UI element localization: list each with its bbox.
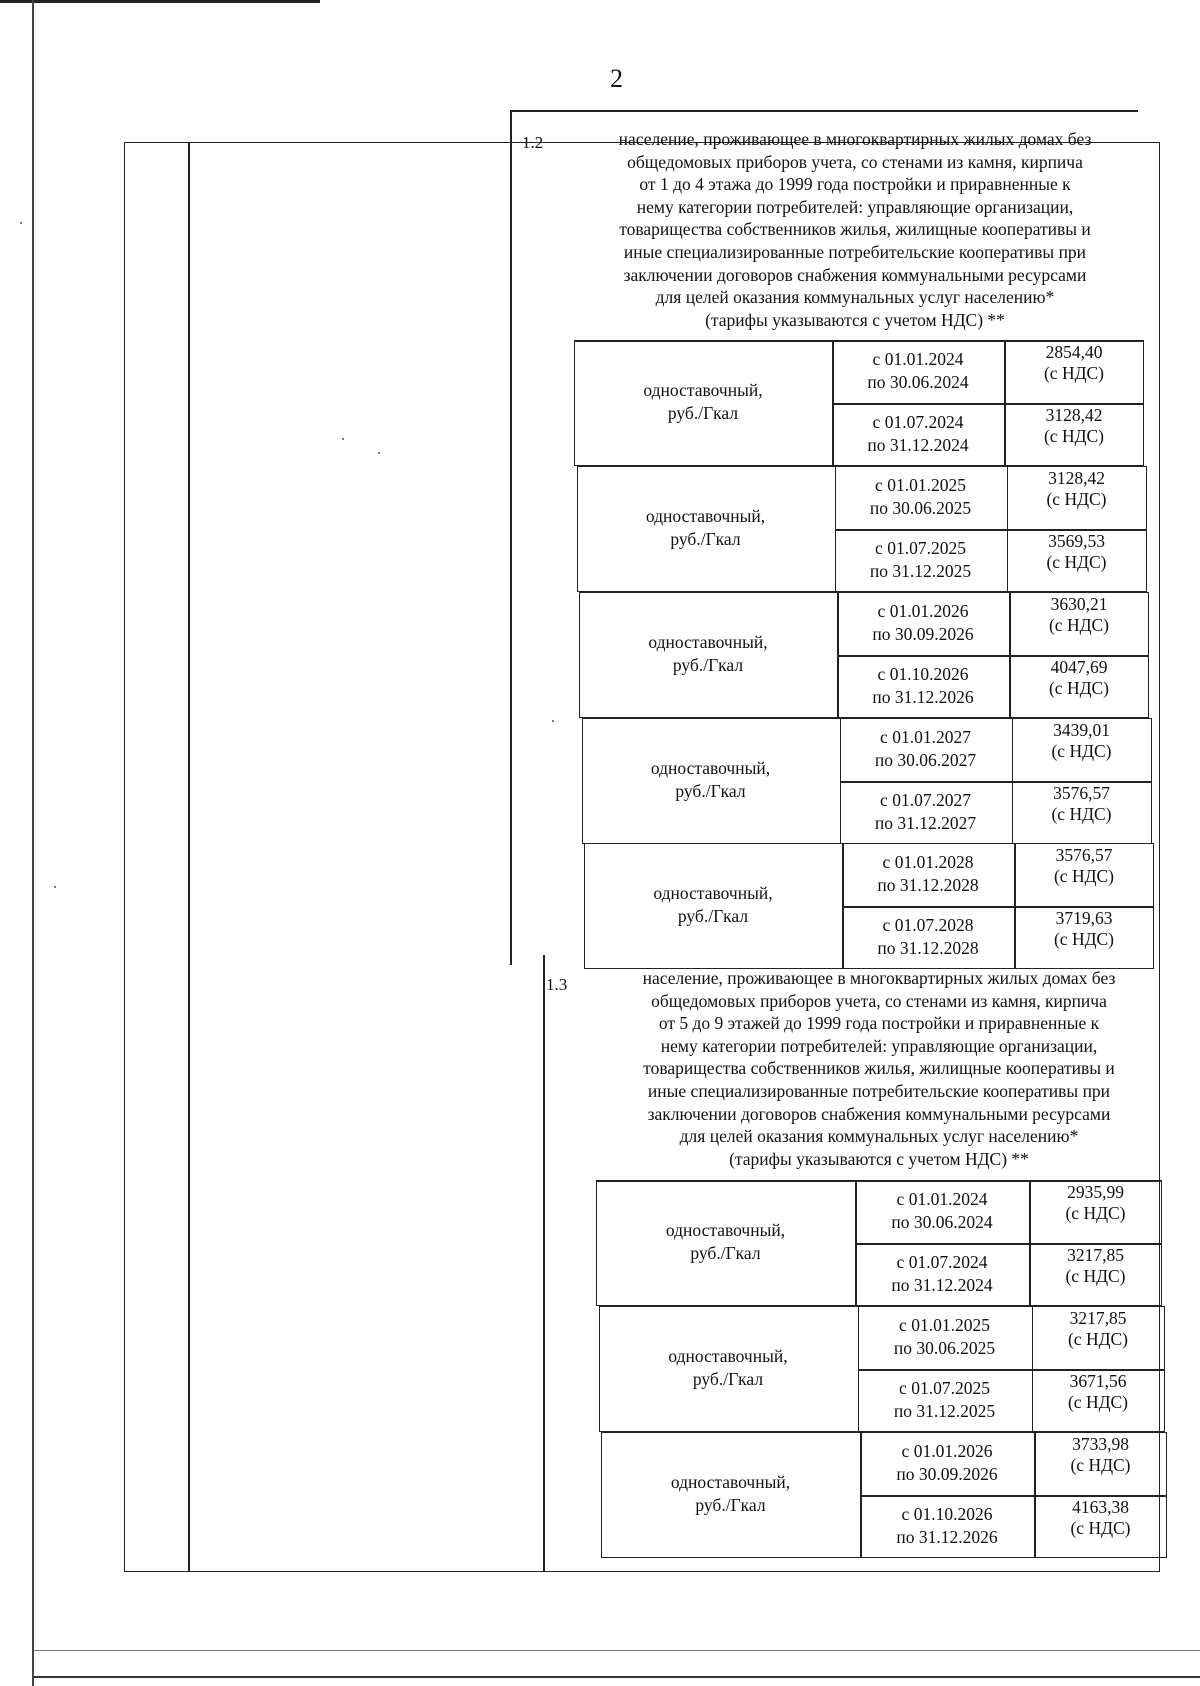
period-cell xyxy=(837,600,1009,646)
period-cell xyxy=(842,914,1014,960)
period-from: с 01.01.2026 xyxy=(877,601,969,621)
tariff-unit-label: руб./Гкал xyxy=(692,1369,764,1389)
scan-speck xyxy=(20,222,22,224)
tariff-type-label: одноставочный, xyxy=(653,883,773,903)
period-to: по 31.12.2026 xyxy=(896,1527,998,1547)
period-cell xyxy=(832,411,1004,457)
vat-note: (с НДС) xyxy=(1070,1518,1131,1538)
tariff-value-cell xyxy=(1029,1182,1162,1224)
tariff-value: 3671,56 xyxy=(1069,1371,1127,1391)
tariff-unit-label: руб./Гкал xyxy=(670,529,741,549)
vat-note: (с НДС) xyxy=(1067,1329,1129,1349)
tariff-value: 4047,69 xyxy=(1050,657,1108,677)
tariff-value: 2854,40 xyxy=(1045,342,1103,362)
tariff-value-cell xyxy=(1029,1245,1162,1287)
tariff-value-cell xyxy=(1007,468,1147,510)
description-line: население, проживающее в многоквартирных жилых домах без xyxy=(618,129,1092,149)
period-from: с 01.07.2025 xyxy=(875,538,966,558)
vat-note: (с НДС) xyxy=(1051,741,1112,761)
tariff-type-label: одноставочный, xyxy=(670,1472,791,1492)
description-line: нему категории потребителей: управляющие организации, xyxy=(636,196,1074,217)
section-number: 1.3 xyxy=(546,975,568,994)
description-line: (тарифы указываются с учетом НДС) ** xyxy=(729,1148,1029,1169)
tariff-value: 3733,98 xyxy=(1072,1434,1129,1454)
vat-note: (с НДС) xyxy=(1046,489,1107,509)
vat-note: (с НДС) xyxy=(1051,804,1112,824)
tariff-value: 3569,53 xyxy=(1048,531,1105,551)
tariff-value-cell xyxy=(1007,531,1147,573)
period-cell xyxy=(840,726,1012,772)
period-cell xyxy=(832,348,1004,394)
tariff-value-cell xyxy=(1034,1497,1167,1539)
tariff-value-cell xyxy=(1032,1371,1165,1413)
description-line: от 1 до 4 этажа до 1999 года постройки и приравненные к xyxy=(639,174,1071,195)
period-from: с 01.01.2028 xyxy=(882,852,974,872)
period-from: с 01.10.2026 xyxy=(901,1504,993,1524)
section-description xyxy=(596,967,1162,1170)
tariff-value: 3576,57 xyxy=(1053,783,1110,803)
vat-note: (с НДС) xyxy=(1053,929,1115,949)
vat-note: (с НДС) xyxy=(1065,1266,1126,1286)
period-from: с 01.01.2024 xyxy=(872,349,964,369)
tariff-unit-label: руб./Гкал xyxy=(672,655,744,675)
tariff-unit-label: руб./Гкал xyxy=(677,906,749,926)
period-to: по 30.06.2024 xyxy=(891,1212,993,1232)
period-from: с 01.07.2028 xyxy=(882,915,974,935)
vat-note: (с НДС) xyxy=(1067,1392,1129,1412)
description-line: для целей оказания коммунальных услуг населению* xyxy=(655,287,1055,308)
period-to: по 30.06.2027 xyxy=(874,750,977,770)
period-from: с 01.01.2026 xyxy=(901,1441,993,1461)
tariff-value-cell xyxy=(1014,908,1154,950)
period-to: по 31.12.2028 xyxy=(877,938,979,958)
section-top-rule xyxy=(510,110,1138,112)
period-cell xyxy=(858,1377,1032,1423)
period-cell xyxy=(842,851,1014,897)
tariff-type-cell xyxy=(577,505,835,551)
vat-note: (с НДС) xyxy=(1048,678,1110,698)
tariff-type-label: одноставочный, xyxy=(668,1346,788,1366)
scan-edge-left xyxy=(32,0,34,1686)
tariff-value: 3128,42 xyxy=(1048,468,1105,488)
description-line: товарищества собственников жилья, жилищные кооперативы и xyxy=(643,1058,1115,1079)
tariff-unit-label: руб./Гкал xyxy=(675,781,746,801)
tariff-value-cell xyxy=(1012,720,1152,762)
tariff-type-cell xyxy=(596,1219,855,1265)
period-from: с 01.07.2024 xyxy=(896,1252,988,1272)
tariff-value: 3576,57 xyxy=(1055,845,1113,865)
scan-speck xyxy=(54,886,56,888)
description-line: нему категории потребителей: управляющие организации, xyxy=(660,1035,1098,1056)
scan-edge-bottom xyxy=(34,1676,1200,1678)
vat-note: (с НДС) xyxy=(1053,866,1115,886)
tariff-unit-label: руб./Гкал xyxy=(667,403,739,423)
section-number: 1.2 xyxy=(522,133,544,152)
period-to: по 30.06.2025 xyxy=(869,498,972,518)
period-to: по 31.12.2026 xyxy=(872,687,974,707)
description-line: от 5 до 9 этажей до 1999 года постройки и приравненные к xyxy=(658,1013,1100,1034)
tariff-type-label: одноставочный, xyxy=(648,632,768,652)
period-to: по 30.09.2026 xyxy=(872,624,974,644)
period-cell xyxy=(835,537,1007,583)
scan-edge-right xyxy=(34,1650,1200,1651)
tariff-type-cell xyxy=(601,1471,860,1517)
period-from: с 01.01.2025 xyxy=(899,1315,990,1335)
vat-note: (с НДС) xyxy=(1043,426,1105,446)
period-cell xyxy=(835,474,1007,520)
description-line: иные специализированные потребительские кооперативы при xyxy=(647,1080,1111,1101)
vat-note: (с НДС) xyxy=(1070,1455,1131,1475)
column-divider xyxy=(188,142,190,1572)
period-to: по 31.12.2025 xyxy=(893,1401,996,1421)
description-line: товарищества собственников жилья, жилищные кооперативы и xyxy=(619,219,1091,240)
tariff-type-cell xyxy=(582,757,840,803)
tariff-value: 2935,99 xyxy=(1067,1182,1124,1202)
tariff-value-cell xyxy=(1009,657,1149,699)
vat-note: (с НДС) xyxy=(1048,615,1110,635)
tariff-value: 4163,38 xyxy=(1072,1497,1129,1517)
tariff-value-cell xyxy=(1034,1434,1167,1476)
tariff-value-cell xyxy=(1032,1308,1165,1350)
tariff-value-cell xyxy=(1012,783,1152,825)
period-to: по 31.12.2027 xyxy=(874,813,977,833)
vat-note: (с НДС) xyxy=(1065,1203,1126,1223)
period-cell xyxy=(860,1503,1034,1549)
period-cell xyxy=(855,1188,1029,1234)
period-from: с 01.07.2025 xyxy=(899,1378,990,1398)
period-from: с 01.01.2025 xyxy=(875,475,966,495)
description-line: заключении договоров снабжения коммунальными ресурсами xyxy=(647,1103,1111,1124)
tariff-type-label: одноставочный, xyxy=(645,506,766,526)
tariff-unit-label: руб./Гкал xyxy=(695,1495,766,1515)
period-to: по 31.12.2028 xyxy=(877,875,979,895)
tariff-value: 3439,01 xyxy=(1053,720,1110,740)
period-cell xyxy=(858,1314,1032,1360)
period-from: с 01.07.2027 xyxy=(880,790,971,810)
tariff-value: 3217,85 xyxy=(1067,1245,1124,1265)
description-line: общедомовых приборов учета, со стенами из камня, кирпича xyxy=(627,151,1083,172)
description-line: для целей оказания коммунальных услуг населению* xyxy=(679,1126,1079,1147)
column-divider xyxy=(510,110,512,965)
description-line: общедомовых приборов учета, со стенами из камня, кирпича xyxy=(651,990,1107,1011)
period-from: с 01.10.2026 xyxy=(877,664,969,684)
scan-edge-top xyxy=(0,0,320,3)
tariff-value-cell xyxy=(1004,405,1144,447)
tariff-value: 3719,63 xyxy=(1055,908,1113,928)
section-description xyxy=(574,128,1136,331)
tariff-type-cell xyxy=(579,631,837,677)
tariff-value-cell xyxy=(1009,594,1149,636)
period-cell xyxy=(840,789,1012,835)
period-to: по 31.12.2024 xyxy=(867,435,969,455)
tariff-type-cell xyxy=(574,379,832,425)
description-line: население, проживающее в многоквартирных жилых домах без xyxy=(642,968,1116,988)
page-number: 2 xyxy=(610,64,623,93)
description-line: (тарифы указываются с учетом НДС) ** xyxy=(705,309,1005,330)
tariff-type-cell xyxy=(584,882,842,928)
period-cell xyxy=(837,663,1009,709)
tariff-value-cell xyxy=(1004,342,1144,384)
tariff-value: 3630,21 xyxy=(1050,594,1108,614)
tariff-type-label: одноставочный, xyxy=(650,758,771,778)
period-from: с 01.01.2024 xyxy=(896,1189,988,1209)
vat-note: (с НДС) xyxy=(1043,363,1105,383)
period-to: по 30.06.2025 xyxy=(893,1338,996,1358)
tariff-value: 3128,42 xyxy=(1045,405,1103,425)
tariff-type-cell xyxy=(599,1345,858,1391)
tariff-value-cell xyxy=(1014,845,1154,887)
column-divider xyxy=(543,955,545,1572)
tariff-value: 3217,85 xyxy=(1069,1308,1127,1328)
period-to: по 31.12.2025 xyxy=(869,561,972,581)
period-cell xyxy=(860,1440,1034,1486)
tariff-type-label: одноставочный, xyxy=(665,1220,786,1240)
tariff-type-label: одноставочный, xyxy=(643,380,763,400)
period-from: с 01.07.2024 xyxy=(872,412,964,432)
period-to: по 31.12.2024 xyxy=(891,1275,993,1295)
vat-note: (с НДС) xyxy=(1046,552,1107,572)
period-from: с 01.01.2027 xyxy=(880,727,971,747)
description-line: иные специализированные потребительские кооперативы при xyxy=(623,241,1087,262)
tariff-unit-label: руб./Гкал xyxy=(690,1243,761,1263)
period-cell xyxy=(855,1251,1029,1297)
period-to: по 30.09.2026 xyxy=(896,1464,998,1484)
period-to: по 30.06.2024 xyxy=(867,372,969,392)
description-line: заключении договоров снабжения коммунальными ресурсами xyxy=(623,264,1087,285)
